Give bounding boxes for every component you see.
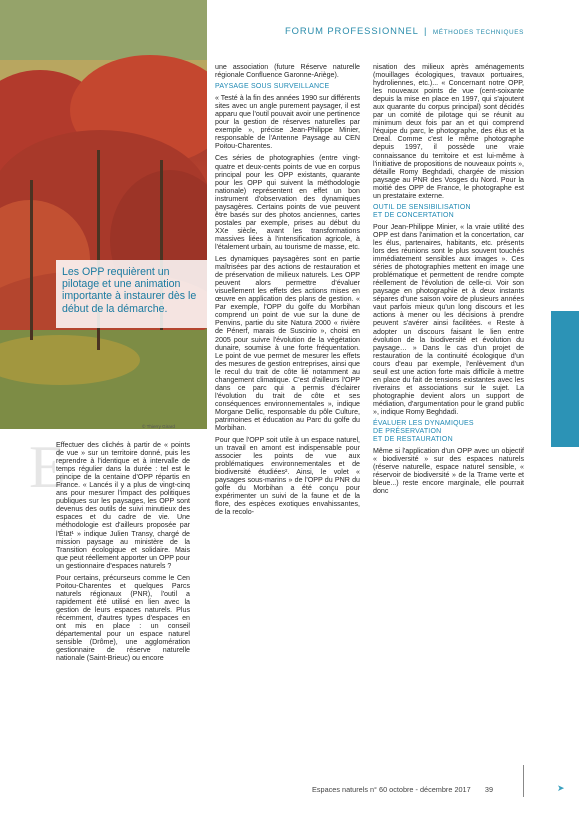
subheading: ÉVALUER LES DYNAMIQUES [373,420,474,428]
photo-callout [56,260,207,328]
paragraph: Effectuer des clichés à partir de « points de vue » sur un territoire donné, puis les reprendre à l'identique et à intervalle de temps régulier dans la durée : tel est le principe de la centaine d'OPP répartis en France. « Lancés il y a plus de vingt-cinq ans pour mesurer l'impact des politiques publiques sur les paysages, les OPP sont devenus des outils de suivi minutieux des espaces et du cadre de vie. Une méthodologie est d'ailleurs proposée par l'État¹ » indique Julien Transy, chargé de mission paysage au ministère de la Transition écologique et solidaire. Mais que peut réellement apporter un OPP pour un gestionnaire d'espaces naturels ? [56,441,190,570]
paragraph: Pour que l'OPP soit utile à un espace naturel, un travail en amont est indispensable pour associer les points de vue aux problématiques environnementales et de biodiversité étudiées². Ainsi, le volet « paysages sous-marins » de l'OPP du PNR du golfe du Morbihan a été conçu pour expérimenter un suivi de la faune et de la flore, des espèces exotiques envahissantes, de la recolo- [215,436,360,517]
paragraph: Ces séries de photographies (entre vingt-quatre et deux-cents points de vue en corpus principal pour les OPP existants, quarante pour les OPP qui suivent la méthodologie nationale) représentent en effet un bon instrument d'observation des dynamiques paysagères. Certains points de vue peuvent être basés sur des photos anciennes, cartes postales par exemple, prises au début du XXe siècle, avant les transformations massives liées à l'intensification agricole, à l'étalement urbain, au tourisme de masse, etc. [215,154,360,251]
paragraph: Les dynamiques paysagères sont en partie maîtrisées par des actions de restauration et de préservation de milieux naturels. Les OPP peuvent alors permettre d'évaluer visuellement les effets des actions mises en œuvre en application des plans de gestion. « Par exemple, l'OPP du golfe du Morbihan comprend un point de vue sur la dune de Penvins, partie du site Natura 2000 « rivière de Pénerf, marais de Suscinio », choisi en 2005 pour suivre l'évolution de la végétation dunaire, soumise à une forte fréquentation. Le point de vue permet de mesurer les effets des mesures de gestion entreprises, ainsi que le recul du trait de côte lié notamment au changement climatique. C'est d'ailleurs l'OPP dans ce parc qui a permis d'éclairer l'évolution du trait de côte et ses conséquences environnementales », indique Morgane Dellic, responsable du pôle Culture, patrimoines et éducation au Parc du golfe du Morbihan. [215,255,360,433]
footer-text: Espaces naturels n° 60 octobre - décembre 2017 [312,785,471,794]
photo-illustration [0,0,207,429]
paragraph: Pour Jean-Philippe Minier, « la vraie utilité des OPP est dans l'animation et la concertation, car les élus, partenaires, habitants, etc. présents lors des réunions sont le plus souvent touchés immédiatement sensibles aux images ». Ces séries de photographies mettent en image une problématique et permettent de rendre compte réellement de l'évolution de celle-ci. Voir son paysage en photographie et à deux instants sépares d'une saison voire de plusieurs années vaut parfois mieux qu'un long discours et les actions à mener ou les décisions à prendre peuvent s'avérer ainsi facilitées. « Reste à adopter un discours faisant le lien entre évolution de la biodiversité et évolution du paysage… » Dans le cas d'un projet de restauration de la continuité écologique d'un cours d'eau par exemple, l'enlèvement d'un seuil est une action forte mais difficile à mettre en place du fait de tensions existantes avec les riverains et associations sur le sujet. La photographie devient alors un support de médiation, d'argumentation pour le grand public », indique Romy Beghdadi. [373,222,524,416]
subheading: ET DE CONCERTATION [373,211,454,219]
callout-text: Les OPP requièrent un pilotage et une animation importante à instaurer dès le début de la démarche. [62,266,197,315]
paragraph: nisation des milieux après aménagements (mouillages écologiques, travaux portuaires, hydroliennes, etc.)... « Concernant notre OPP, les nouveaux points de vue (cent-soixante depuis la mise en place en 1997, qui s'ajoutent aux quarante du corpus principal) sont décidés par un comité de pilotage qui se réunit au minimum deux fois par an et qui comprend l'équipe du parc, le photographe, des élus et la Dreal. Comme c'est le même photographe depuis 1997, il possède une vraie connaissance du territoire et est lui-même à l'initiative de propositions de nouveaux points », détaille Romy Beghdadi, chargée de mission paysage au PNR des Vosges du Nord. Pour la moitié des OPP de France, le photographe est un prestataire externe. [373,63,524,200]
subheading: ET DE RESTAURATION [373,436,453,444]
column-1 [56,441,190,666]
paragraph: « Testé à la fin des années 1990 sur différents sites avec un angle purement paysager, il est apparu que l'outil pouvait avoir une pertinence pour la gestion de réserves naturelles par exemple », précise Jean-Philippe Minier, responsable de l'Antenne Paysage au CEN Poitou-Charentes. [215,94,360,151]
paragraph: une association (future Réserve naturelle régionale Confluence Garonne-Ariège). [215,63,360,80]
paragraph: Pour certains, précurseurs comme le Cen Poitou-Charentes et quelques Parcs naturels régionaux (PNR), l'outil a rapidement été utilisé en lien avec la gestion de leurs espaces naturels. Plus récemment, d'autres types d'espaces en ont mis en place : un conseil départemental pour un espace naturel sensible (Drôme), une agglomération gestionnaire de réserve naturelle nationale (Saint-Brieuc) ou encore [56,573,190,663]
page-footer [312,785,493,794]
next-arrow-icon: ➤ [557,783,565,793]
header-separator: | [423,25,428,36]
page-header [262,25,524,36]
column-2 [215,63,360,521]
subheading: DE PRÉSERVATION [373,428,442,436]
section-title: FORUM PROFESSIONNEL [285,25,419,36]
subheading: PAYSAGE SOUS SURVEILLANCE [215,83,330,91]
paragraph: Même si l'application d'un OPP avec un objectif « biodiversité » sur des espaces naturels (réserve naturelle, espace naturel sensible, « réservoir de biodiversité » de la Trame verte et bleue...) reste encore marginale, elle pourrait donc [373,447,524,496]
subheading: OUTIL DE SENSIBILISATION [373,203,471,211]
footer-divider [523,765,524,797]
column-3 [373,63,524,499]
page-number: 39 [484,785,494,794]
photo-credit: © Thierry Girard [142,424,175,429]
dropcap: E [29,434,66,500]
section-subtitle: MÉTHODES TECHNIQUES [432,29,524,36]
photo-orchard [0,0,207,429]
side-tab [551,311,579,447]
